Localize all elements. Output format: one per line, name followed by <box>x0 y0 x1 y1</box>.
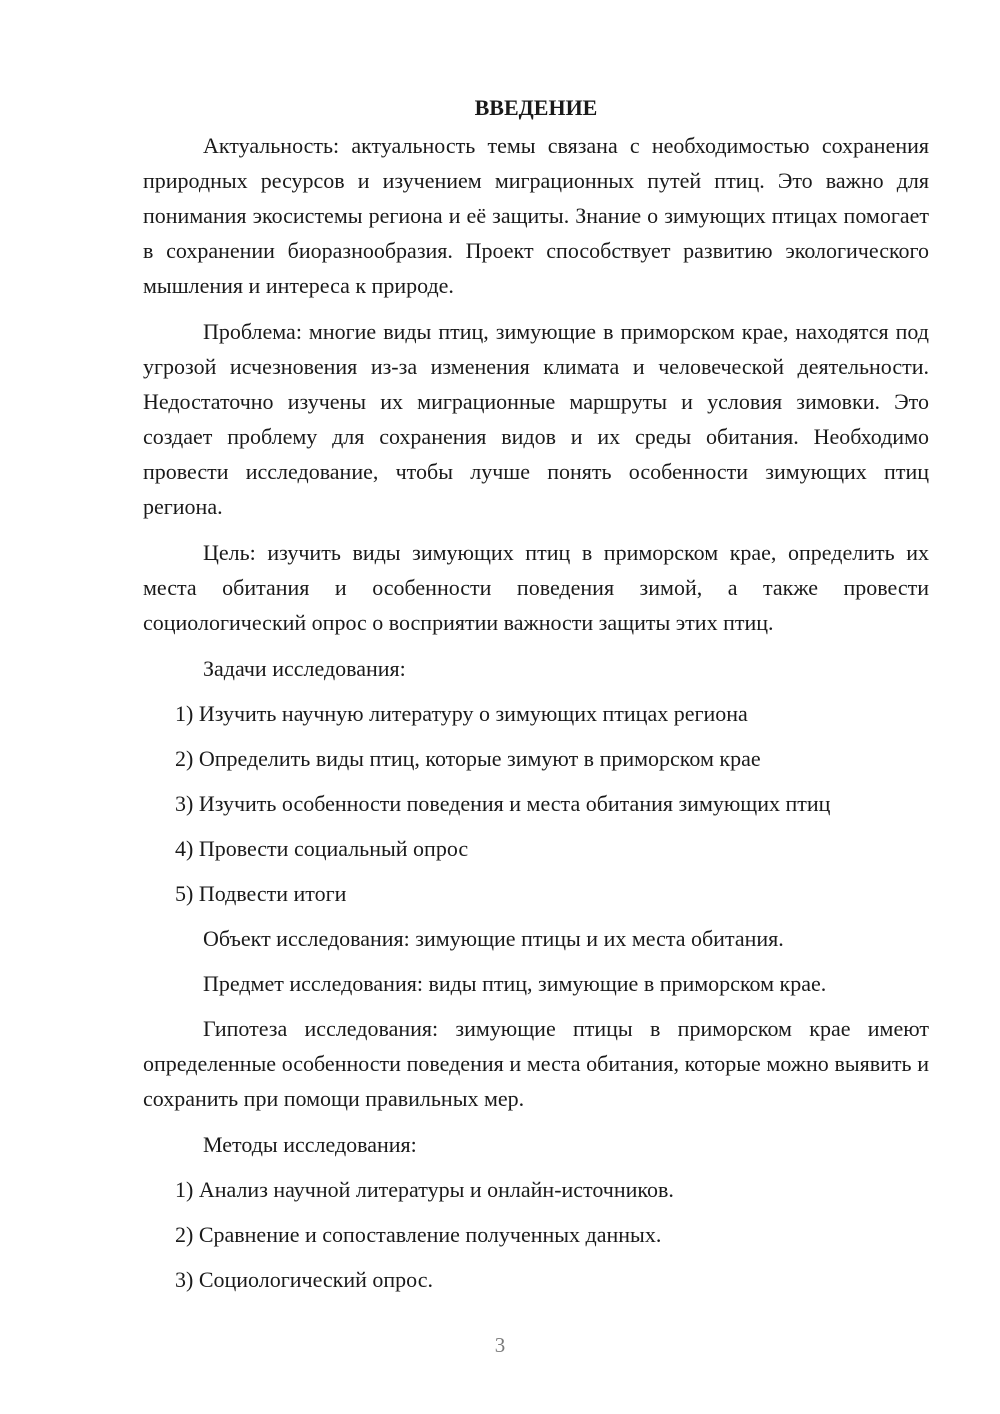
hypothesis-paragraph: Гипотеза исследования: зимующие птицы в приморском крае имеют определенные особенности поведения и места обитания, которые можно выявить и сохранить при помощи правильных мер. <box>143 1016 929 1111</box>
method-item: 3) Социологический опрос. <box>175 1267 433 1292</box>
goal-paragraph: Цель: изучить виды зимующих птиц в приморском крае, определить их места обитания и особенности поведения зимой, а также провести социологический опрос о восприятии важности защиты этих птиц. <box>143 540 929 635</box>
document-page <box>143 93 929 1307</box>
subject-paragraph: Предмет исследования: виды птиц, зимующие в приморском крае. <box>203 971 827 996</box>
task-item: 1) Изучить научную литературу о зимующих птицах региона <box>175 701 748 726</box>
task-item: 2) Определить виды птиц, которые зимуют в приморском крае <box>175 746 761 771</box>
methods-list <box>143 1172 929 1297</box>
method-item: 2) Сравнение и сопоставление полученных данных. <box>175 1222 662 1247</box>
task-item: 4) Провести социальный опрос <box>175 836 469 861</box>
methods-label: Методы исследования: <box>203 1132 417 1157</box>
task-item: 5) Подвести итоги <box>175 881 347 906</box>
section-heading: ВВЕДЕНИЕ <box>474 95 598 120</box>
relevance-paragraph: Актуальность: актуальность темы связана с необходимостью сохранения природных ресурсов и изучением миграционных путей птиц. Это важно для понимания экосистемы региона и её защиты. Знание о зимующих птицах помогает в сохранении биоразнообразия. Проект способствует развитию экологического мышления и интереса к природе. <box>143 133 929 298</box>
page-number: 3 <box>494 1333 506 1357</box>
object-paragraph: Объект исследования: зимующие птицы и их места обитания. <box>203 926 784 951</box>
method-item: 1) Анализ научной литературы и онлайн-источников. <box>175 1177 674 1202</box>
problem-paragraph: Проблема: многие виды птиц, зимующие в приморском крае, находятся под угрозой исчезновения из-за изменения климата и человеческой деятельности. Недостаточно изучены их миграционные маршруты и условия зимовки. Это создает проблему для сохранения видов и их среды обитания. Необходимо провести исследование, чтобы лучше понять особенности зимующих птиц региона. <box>143 319 929 519</box>
tasks-label: Задачи исследования: <box>203 656 406 681</box>
task-item: 3) Изучить особенности поведения и места обитания зимующих птиц <box>175 791 831 816</box>
tasks-list <box>143 696 929 911</box>
